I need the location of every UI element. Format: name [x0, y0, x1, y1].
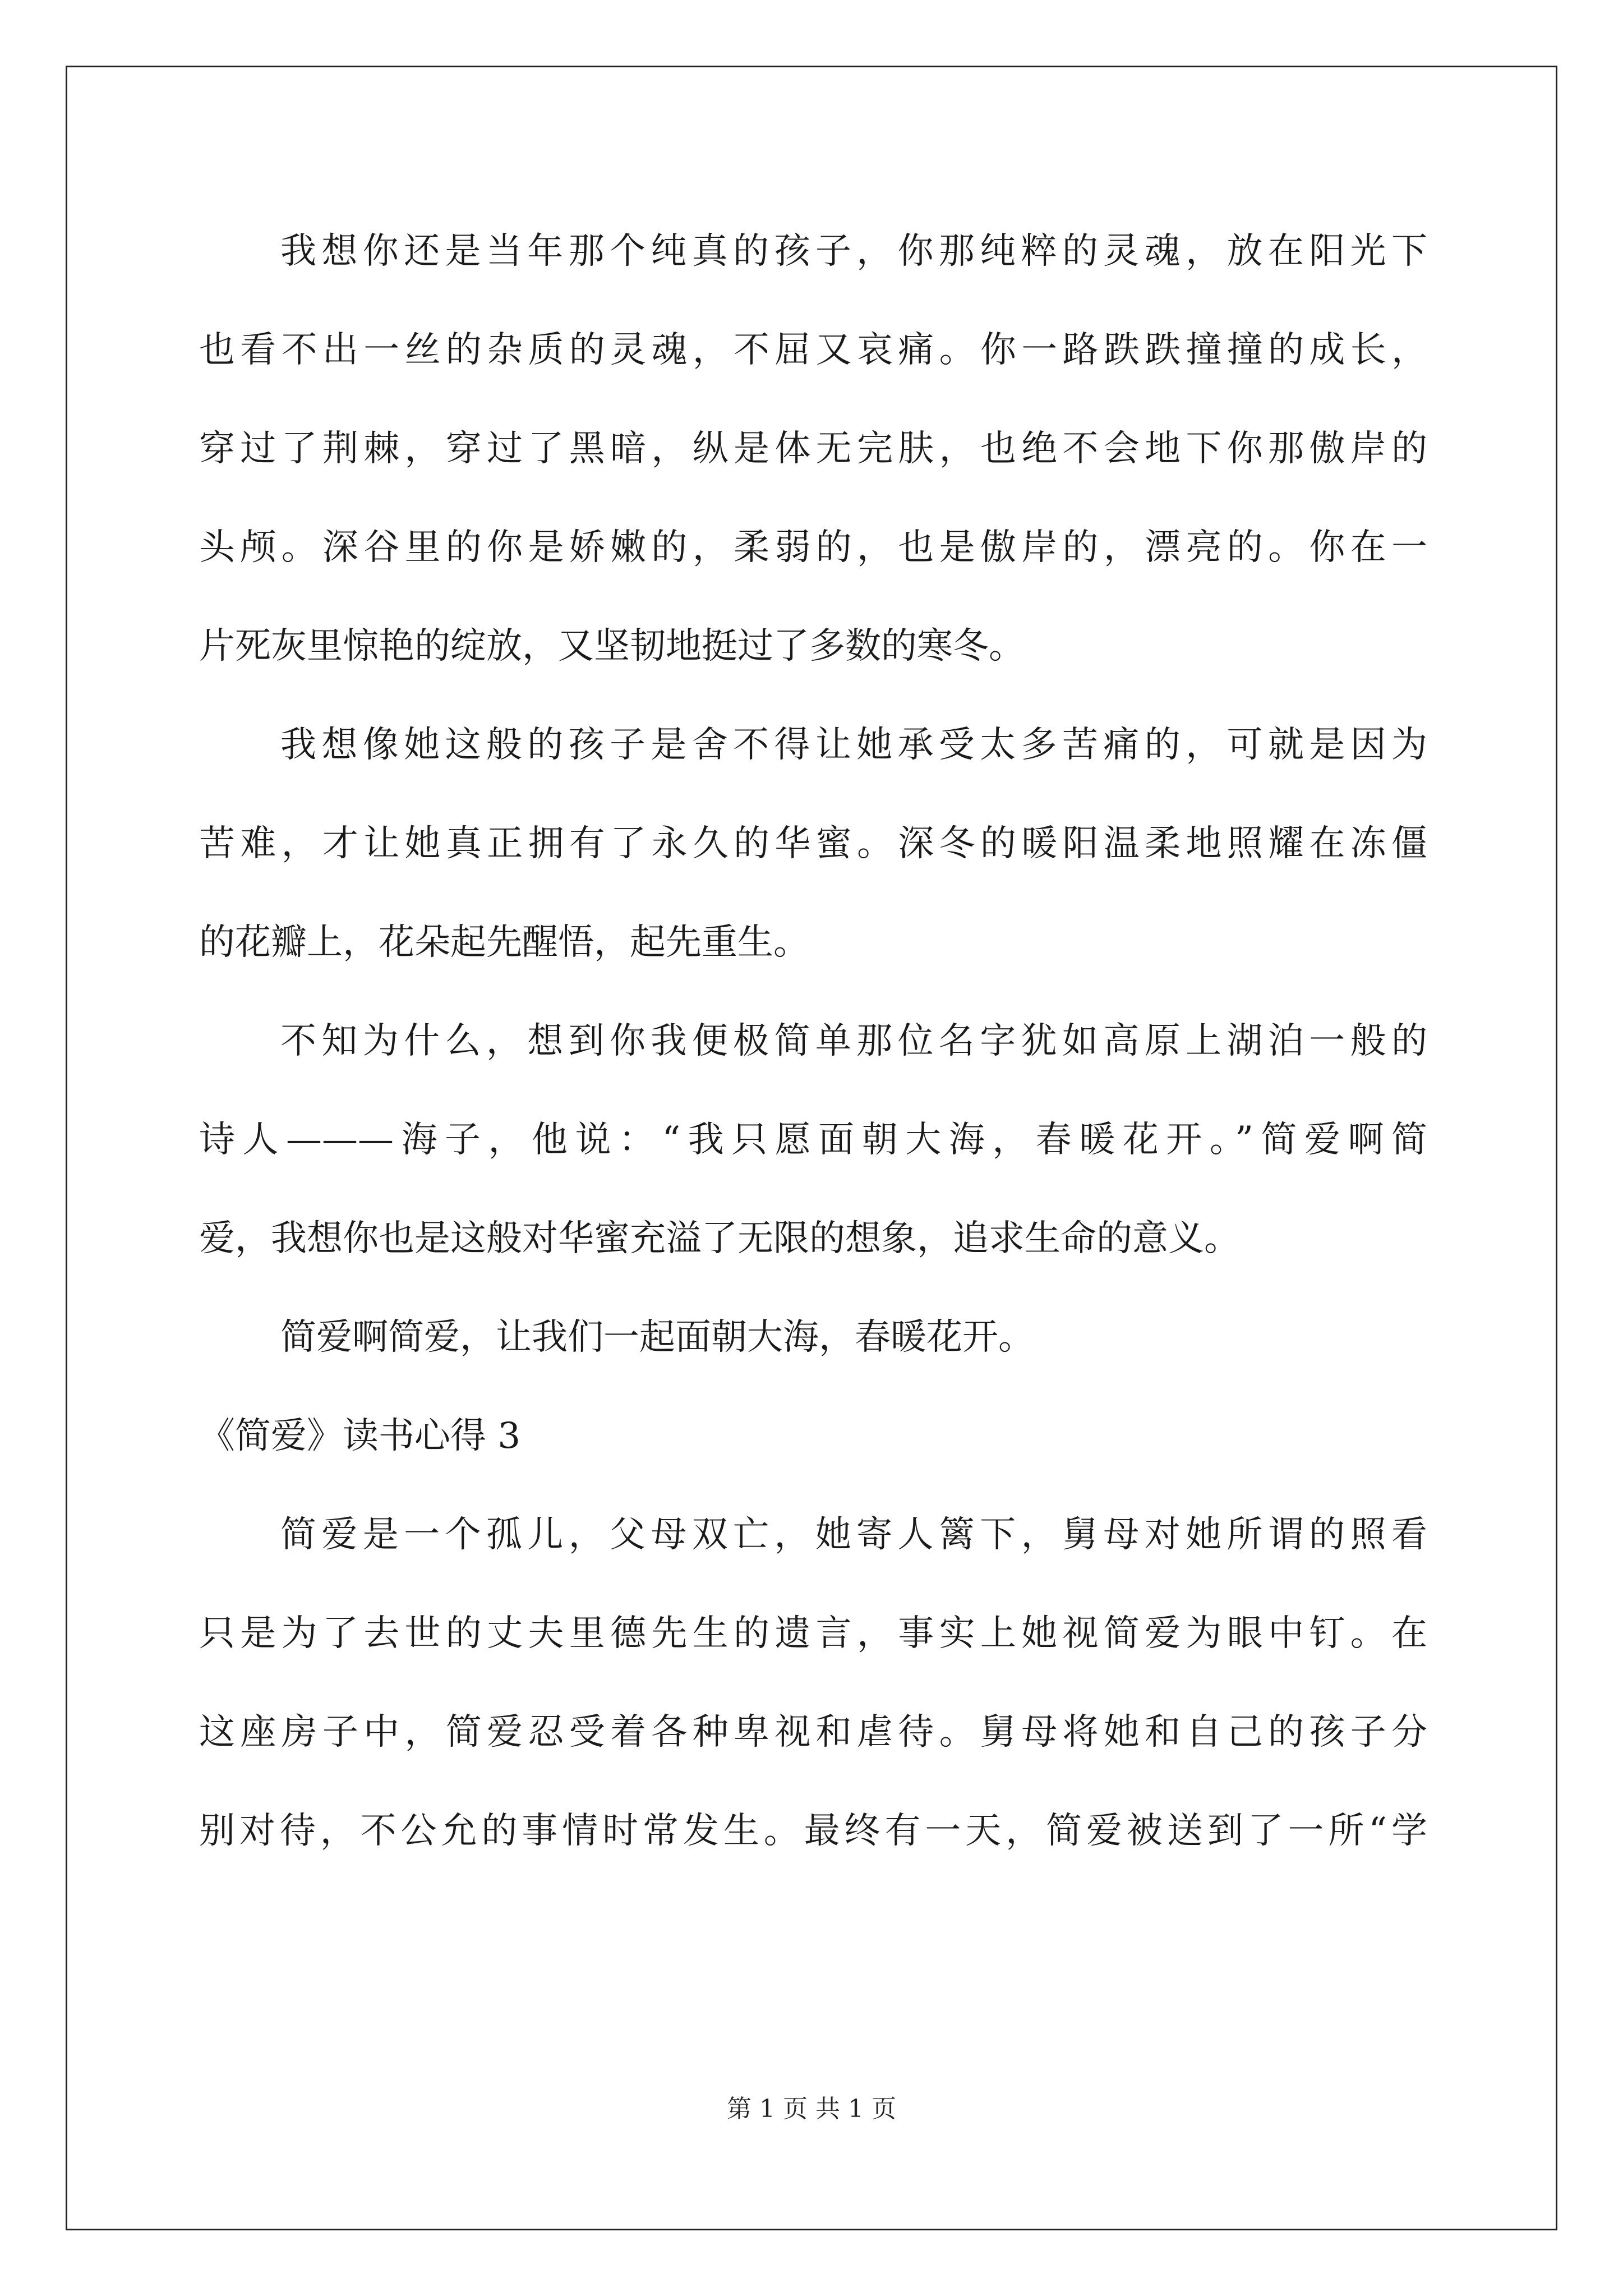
text-line: 简爱啊简爱，让我们一起面朝大海，春暖花开。 — [280, 1317, 1034, 1358]
text-line: 穿过了荆棘，穿过了黑暗，纵是体无完肤，也绝不会地下你那傲岸的 — [199, 428, 1427, 470]
page-number-footer: 第 1 页 共 1 页 — [727, 2095, 896, 2123]
text-line: 我想像她这般的孩子是舍不得让她承受太多苦痛的，可就是因为 — [280, 724, 1427, 766]
text-line: 苦难，才让她真正拥有了永久的华蜜。深冬的暖阳温柔地照耀在冻僵 — [199, 823, 1427, 864]
text-line: 片死灰里惊艳的绽放，又坚韧地挺过了多数的寒冬。 — [199, 625, 1025, 667]
text-line: 这座房子中，简爱忍受着各种卑视和虐待。舅母将她和自己的孩子分 — [199, 1711, 1427, 1753]
text-line: 简爱是一个孤儿，父母双亡，她寄人篱下，舅母对她所谓的照看 — [280, 1514, 1427, 1556]
text-line: 不知为什么，想到你我便极简单那位名字犹如高原上湖泊一般的 — [280, 1020, 1427, 1062]
section-heading: 《简爱》读书心得 3 — [199, 1415, 521, 1457]
text-line: 别对待，不公允的事情时常发生。最终有一天，简爱被送到了一所“学 — [199, 1810, 1427, 1852]
text-line: 爱，我想你也是这般对华蜜充溢了无限的想象，追求生命的意义。 — [199, 1218, 1240, 1259]
text-line: 诗人———海子，他说：“我只愿面朝大海，春暖花开。”简爱啊简 — [199, 1119, 1427, 1161]
text-line: 也看不出一丝的杂质的灵魂，不屈又哀痛。你一路跌跌撞撞的成长， — [199, 329, 1427, 371]
text-line: 头颅。深谷里的你是娇嫩的，柔弱的，也是傲岸的，漂亮的。你在一 — [199, 527, 1427, 568]
document-body — [199, 202, 1427, 1880]
text-line: 的花瓣上，花朵起先醒悟，起先重生。 — [199, 922, 809, 963]
text-line: 只是为了去世的丈夫里德先生的遗言，事实上她视简爱为眼中钉。在 — [199, 1613, 1427, 1654]
text-line: 我想你还是当年那个纯真的孩子，你那纯粹的灵魂，放在阳光下 — [280, 231, 1427, 272]
